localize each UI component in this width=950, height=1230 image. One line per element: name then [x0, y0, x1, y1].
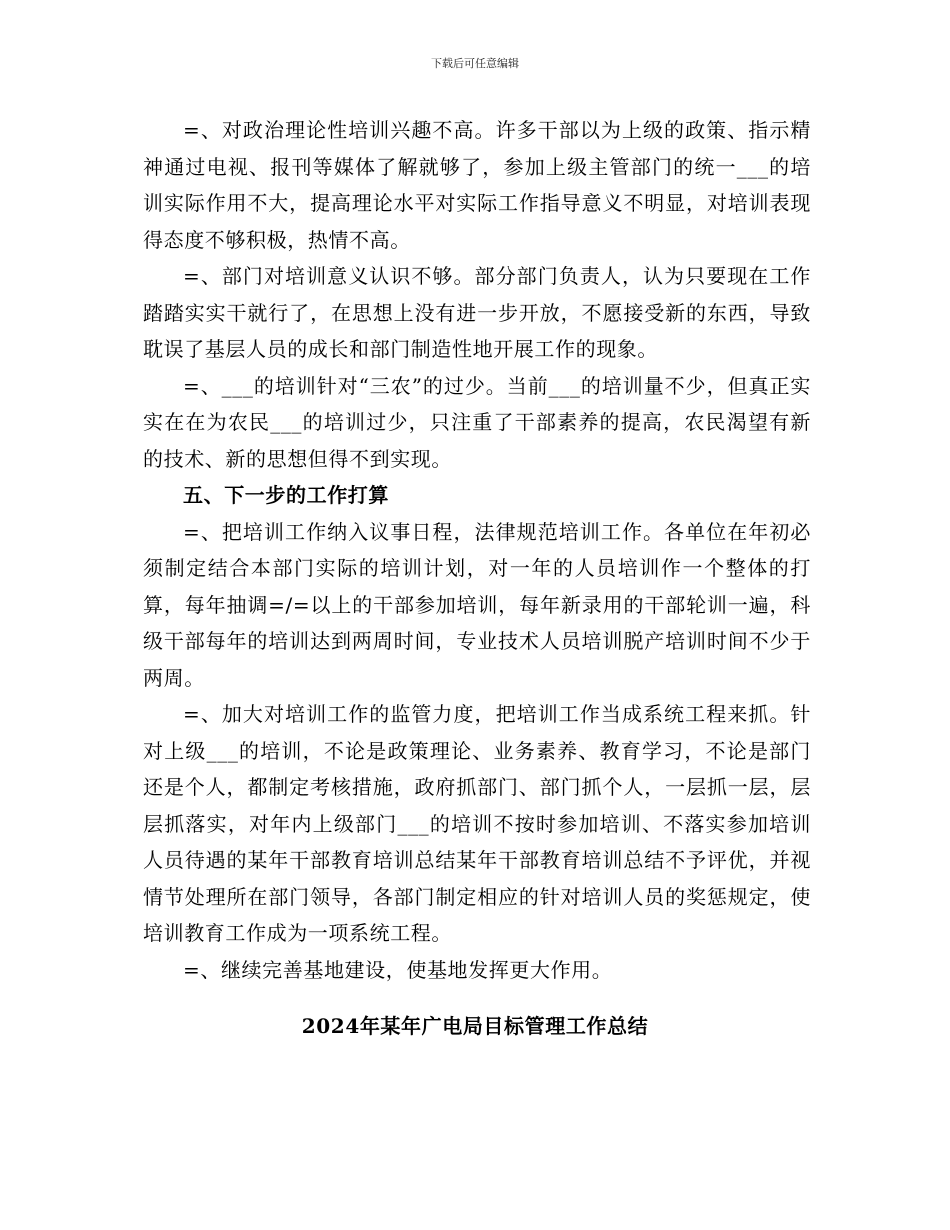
document-title: 2024年某年广电局目标管理工作总结 — [301, 1014, 649, 1038]
page-header: 下载后可任意编辑 — [431, 57, 519, 70]
paragraph-rural-training: =、___的培训针对“三农”的过少。当前___的培训量不少，但真正实实在在为农民___的培训过少，只注重了干部素养的提高，农民渴望有新的技术、新的思想但得不到实现。 — [143, 373, 811, 471]
section-heading: 五、下一步的工作打算 — [183, 483, 389, 507]
paragraph-department-awareness: =、部门对培训意义认识不够。部分部门负责人，认为只要现在工作踏踏实实干就行了，在思想上没有进一步开放，不愿接受新的东西，导致耽误了基层人员的成长和部门制造性地开展工作的现象。 — [143, 264, 811, 361]
document-body — [143, 112, 811, 988]
paragraph-plan-agenda: =、把培训工作纳入议事日程，法律规范培训工作。各单位在年初必须制定结合本部门实际的培训计划，对一年的人员培训作一个整体的打算，每年抽调=/=以上的干部参加培训，每年新录用的干部轮训一遍，科级干部每年的培训达到两周时间，专业技术人员培训脱产培训时间不少于两周。 — [143, 519, 811, 690]
paragraph-training-interest: =、对政治理论性培训兴趣不高。许多干部以为上级的政策、指示精神通过电视、报刊等媒体了解就够了，参加上级主管部门的统一___的培训实际作用不大，提高理论水平对实际工作指导意义不明显，对培训表现得态度不够积极，热情不高。 — [143, 118, 811, 252]
paragraph-plan-base: =、继续完善基地建设，使基地发挥更大作用。 — [183, 957, 613, 982]
paragraph-plan-supervision: =、加大对培训工作的监管力度，把培训工作当成系统工程来抓。针对上级___的培训，不论是政策理论、业务素养、教育学习，不论是部门还是个人，都制定考核措施，政府抓部门、部门抓个人，一层抓一层，层层抓落实，对年内上级部门___的培训不按时参加培训、不落实参加培训人员待遇的某年干部教育培训总结某年干部教育培训总结不予评优，并视情节处理所在部门领导，各部门制定相应的针对培训人员的奖惩规定，使培训教育工作成为一项系统工程。 — [143, 702, 811, 945]
